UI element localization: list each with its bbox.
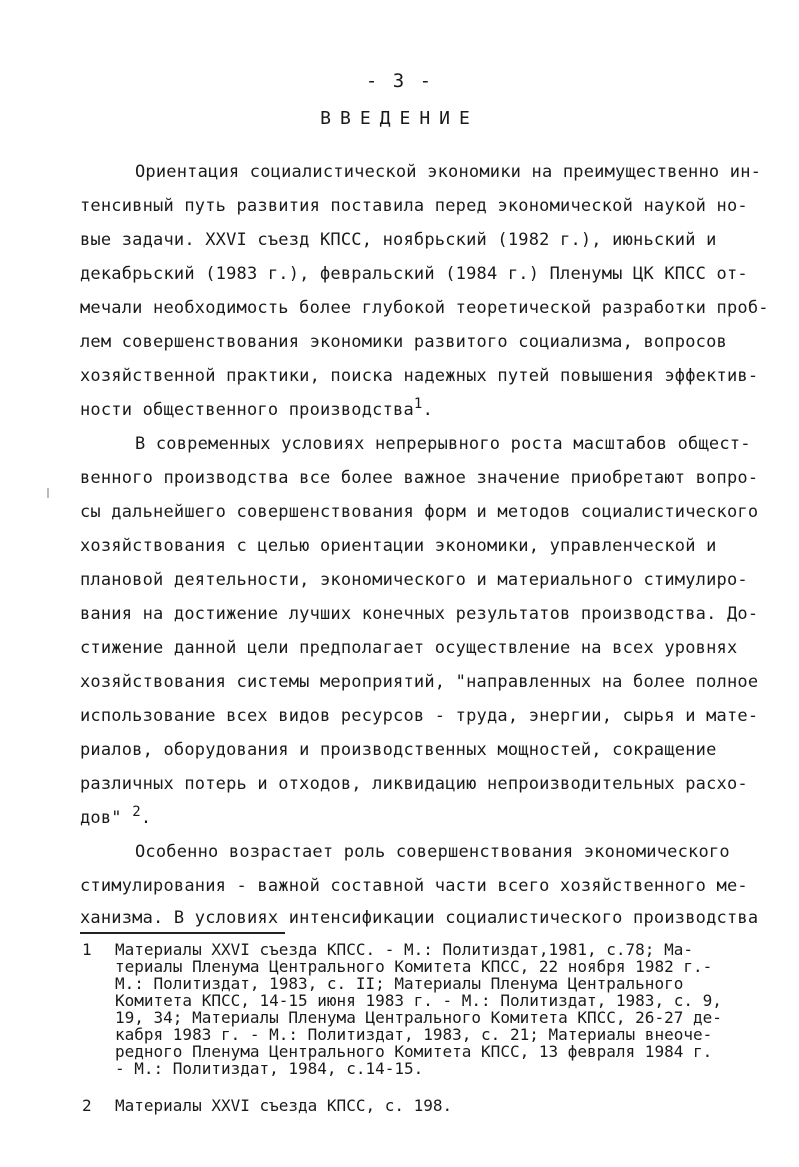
paragraph-2-line: хозяйствования с целью ориентации экономики, управленческой и — [80, 536, 717, 556]
paragraph-1-line: тенсивный путь развития поставила перед экономической наукой но- — [80, 196, 748, 216]
footnote-ref-2: 2 — [132, 804, 141, 820]
paragraph-1-line: декабрьский (1983 г.), февральский (1984 г.) Пленумы ЦК КПСС от- — [80, 264, 748, 284]
footnote-ref-1: 1 — [413, 396, 423, 412]
paragraph-2-line: риалов, оборудования и производственных мощностей, сокращение — [80, 740, 717, 760]
footnote-divider — [80, 932, 285, 934]
paragraph-2-line: вания на достижение лучших конечных результатов производства. До- — [80, 604, 759, 624]
paragraph-2-line: В современных условиях непрерывного роста масштабов общест- — [135, 434, 751, 454]
footnote-1-mark: 1 — [82, 940, 92, 959]
paragraph-3-line: стимулирования - важной составной части всего хозяйственного ме- — [80, 876, 748, 896]
paragraph-1-end: . — [422, 400, 433, 420]
paragraph-2-line: использование всех видов ресурсов - труда, энергии, сырья и мате- — [80, 706, 759, 726]
margin-scan-mark — [47, 488, 49, 498]
footnote-2-mark: 2 — [82, 1096, 92, 1115]
paragraph-1-last-line — [80, 396, 433, 422]
paragraph-2-line: стижение данной цели предполагает осуществление на всех уровнях — [80, 638, 738, 658]
paragraph-1-line: хозяйственной практики, поиска надежных путей повышения эффектив- — [80, 366, 759, 386]
paragraph-2-line: венного производства все более важное значение приобретают вопро- — [80, 468, 759, 488]
paragraph-3-line: Особенно возрастает роль совершенствования экономического — [135, 842, 730, 862]
footnote-1-line: кабря 1983 г. - М.: Политиздат, 1983, с. 21; Материалы внеоче- — [115, 1025, 713, 1044]
paragraph-2-line: дов" — [80, 808, 133, 828]
paragraph-1-line: лем совершенствования экономики развитого социализма, вопросов — [80, 332, 727, 352]
paragraph-1-line: ности общественного производства — [80, 400, 414, 420]
footnote-1-line: 19, 34; Материалы Пленума Центрального Комитета КПСС, 26-27 де- — [115, 1008, 722, 1027]
paragraph-3-line: ханизма. В условиях интенсификации социалистического производства — [80, 908, 759, 928]
footnote-1-line: М.: Политиздат, 1983, с. II; Материалы Пленума Центрального — [115, 974, 684, 993]
paragraph-2-line: сы дальнейшего совершенствования форм и методов социалистического — [80, 502, 759, 522]
paragraph-2-last-line — [80, 804, 152, 830]
section-heading: ВВЕДЕНИЕ — [320, 108, 479, 129]
page-number: - 3 - — [365, 70, 434, 92]
paragraph-2-line: хозяйствования системы мероприятий, "направленных на более полное — [80, 672, 759, 692]
paragraph-1-line: Ориентация социалистической экономики на преимущественно ин- — [135, 162, 762, 182]
footnote-1-line: териалы Пленума Центрального Комитета КПСС, 22 ноября 1982 г.- — [115, 957, 713, 976]
footnote-1-line: редного Пленума Центрального Комитета КПСС, 13 февраля 1984 г. — [115, 1042, 713, 1061]
paragraph-1-line: мечали необходимость более глубокой теоретической разработки проб- — [80, 298, 769, 318]
paragraph-2-end: . — [140, 808, 152, 828]
footnote-1-line: Комитета КПСС, 14-15 июня 1983 г. - М.: Политиздат, 1983, с. 9, — [115, 991, 722, 1010]
paragraph-2-line: плановой деятельности, экономического и материального стимулиро- — [80, 570, 748, 590]
footnote-2-line: Материалы XXVI съезда КПСС, с. 198. — [115, 1096, 453, 1115]
footnote-1-line: Материалы XXVI съезда КПСС. - М.: Политиздат,1981, с.78; Ма- — [115, 940, 693, 959]
footnote-1-line: - М.: Политиздат, 1984, с.14-15. — [115, 1059, 424, 1078]
paragraph-1-line: вые задачи. XXVI съезд КПСС, ноябрьский (1982 г.), июньский и — [80, 230, 717, 250]
paragraph-2-line: различных потерь и отходов, ликвидацию непроизводительных расхо- — [80, 774, 748, 794]
